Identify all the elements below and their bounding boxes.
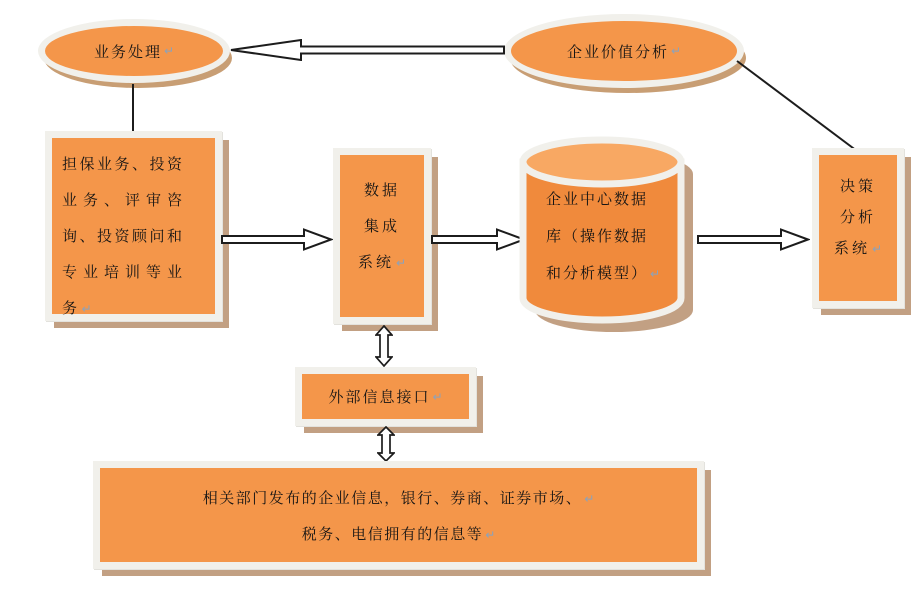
business-process-label: 业务处理 — [93, 42, 162, 61]
node-business-scope — [45, 131, 222, 321]
node-central-database — [519, 136, 697, 334]
arrow-value-to-business — [230, 39, 506, 61]
node-external-interface — [295, 367, 476, 426]
return-mark: ↵ — [871, 242, 883, 256]
info-sources-text: 相关部门发布的企业信息，银行、券商、证券市场、 ↵ 税务、电信拥有的信息等 ↵ — [202, 489, 595, 543]
arrow-integration-ext-interface — [375, 325, 393, 367]
node-data-integration — [333, 148, 431, 324]
node-value-analysis — [504, 14, 744, 88]
return-mark: ↵ — [432, 389, 443, 404]
return-mark: ↵ — [670, 44, 682, 58]
return-mark: ↵ — [395, 256, 407, 270]
arrow-integration-to-db — [431, 228, 526, 251]
value-analysis-label: 企业价值分析 — [566, 42, 669, 61]
external-interface-label: 外部信息接口 — [328, 388, 431, 406]
line-business-to-scope — [132, 84, 134, 131]
node-business-process — [38, 19, 230, 83]
return-mark: ↵ — [81, 302, 92, 316]
return-mark: ↵ — [584, 492, 595, 506]
line-decision-to-value — [736, 60, 858, 152]
node-decision-analysis — [812, 148, 904, 308]
node-info-sources — [93, 461, 704, 569]
business-scope-text: 担保业务、投资 业务、评审咨 询、投资顾问和 专业培训等业 务 ↵ — [62, 155, 189, 317]
decision-analysis-text: 决策 分析 系统 ↵ — [833, 177, 883, 257]
arrow-ext-interface-sources — [377, 426, 395, 462]
return-mark: ↵ — [163, 44, 175, 58]
arrow-scope-to-integration — [221, 228, 333, 251]
return-mark: ↵ — [485, 528, 496, 542]
arrow-db-to-decision — [697, 228, 810, 251]
data-integration-text: 数据 集成 系统 ↵ — [357, 181, 407, 271]
return-mark: ↵ — [650, 267, 661, 281]
central-database-text: 企业中心数据 库（操作数据 和分析模型） ↵ — [546, 190, 661, 282]
